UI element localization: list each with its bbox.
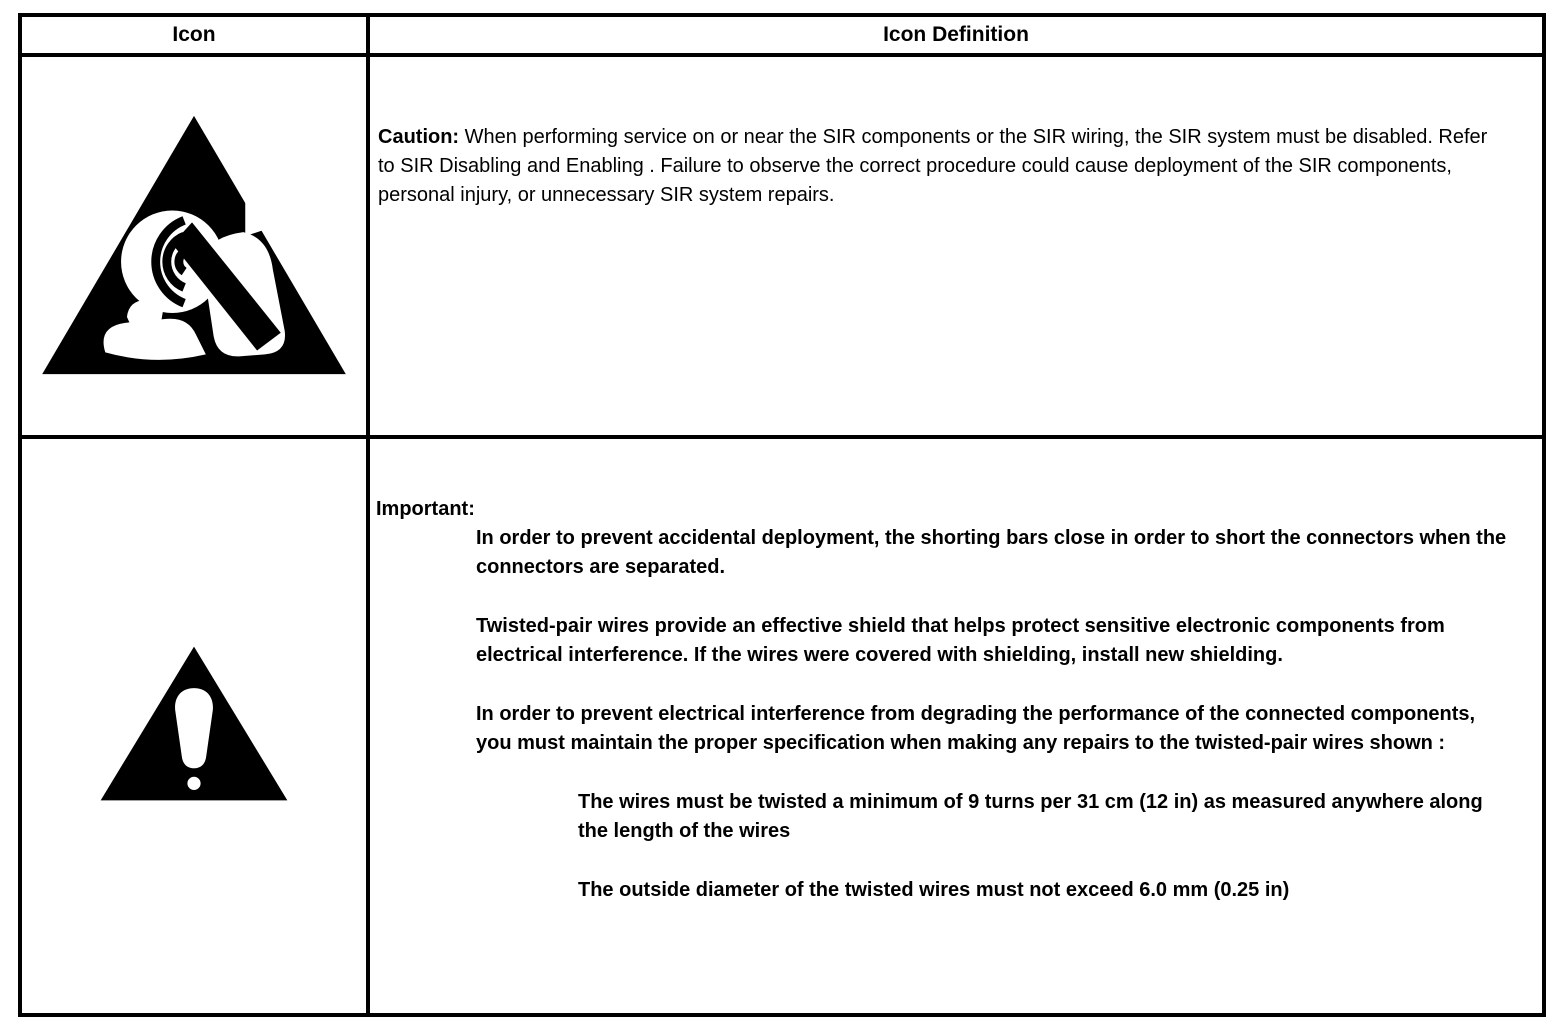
important-sub-items: [578, 788, 1512, 905]
table-row-important: [20, 437, 1544, 1015]
caution-text: When performing service on or near the SIR components or the SIR wiring, the SIR system must be disabled. Refer to SIR Disabling and Enabling . Failure to observe the correct procedure could cause deployment of the SIR components, personal injury, or unnecessary SIR system repairs.: [378, 126, 1488, 206]
warning-icon-cell: [20, 437, 368, 1015]
sir-airbag-warning-icon: [36, 369, 352, 386]
important-text-block: [370, 439, 1542, 915]
important-paragraphs: [476, 524, 1512, 905]
caution-text-block: [370, 57, 1542, 220]
table-header-row: [20, 15, 1544, 55]
exclamation-warning-icon: [95, 793, 293, 810]
caution-paragraph: [378, 123, 1508, 210]
important-paragraph-3: In order to prevent electrical interference from degrading the performance of the connected components, you must maintain the proper specification when making any repairs to the twisted-pair wires shown :: [476, 703, 1476, 754]
table-row-caution: [20, 55, 1544, 437]
sub-item-2: The outside diameter of the twisted wires must not exceed 6.0 mm (0.25 in): [578, 879, 1290, 901]
icon-definition-table: [18, 13, 1546, 1017]
sir-icon-cell: [20, 55, 368, 437]
important-paragraph-2: Twisted-pair wires provide an effective shield that helps protect sensitive electronic components from electrical interference. If the wires were covered with shielding, install new shielding.: [476, 615, 1445, 666]
caution-label: Caution:: [378, 126, 460, 148]
icon-column-header: Icon: [20, 15, 368, 55]
important-label: Important:: [376, 498, 475, 520]
sub-item-1: The wires must be twisted a minimum of 9 turns per 31 cm (12 in) as measured anywhere along the length of the wires: [578, 791, 1483, 842]
icon-definition-table-container: [18, 13, 1546, 1017]
important-paragraph-1: In order to prevent accidental deployment, the shorting bars close in order to short the connectors when the connectors are separated.: [476, 527, 1507, 578]
definition-column-header: Icon Definition: [368, 15, 1544, 55]
caution-definition-cell: [368, 55, 1544, 437]
important-definition-cell: [368, 437, 1544, 1015]
